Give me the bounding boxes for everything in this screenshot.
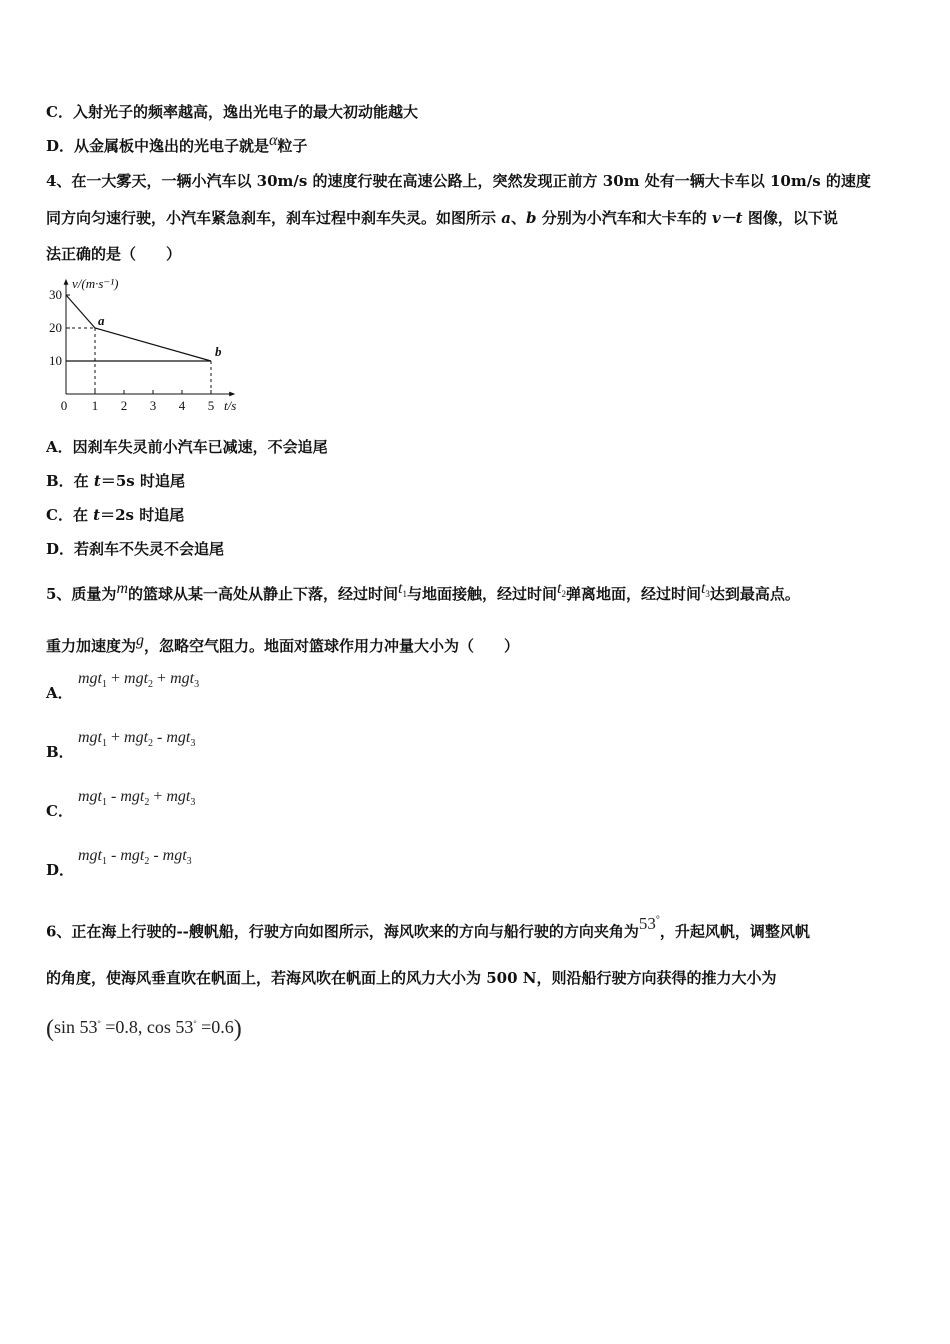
q6-formula: (sin 53° =0.8, cos 53° =0.6) [46, 1016, 242, 1042]
q5-option-formula: mgt$_1$ + mgt$_2$ - mgt$_3$ [78, 729, 196, 750]
x-tick-label: 2 [120, 398, 128, 413]
x-axis-label: t/s [224, 398, 237, 413]
q4-option-a: A．因刹车失灵前小汽车已减速，不会追尾 [46, 438, 328, 456]
q5-option-formula: mgt$_1$ + mgt$_2$ + mgt$_3$ [78, 670, 200, 691]
alpha-symbol: α [269, 132, 278, 149]
q5-stem-line2: 重力加速度为g，忽略空气阻力。地面对篮球作用力冲量大小为（ ） [46, 632, 520, 655]
q3-option-c: C．入射光子的频率越高，逸出光电子的最大初动能越大 [46, 103, 418, 121]
q4-stem-line1: 4、在一大雾天，一辆小汽车以 30m/s 的速度行驶在高速公路上，突然发现正前方 30m 处有一辆大卡车以 10m/s 的速度 [46, 172, 871, 190]
label-a: a [98, 313, 105, 328]
angle-value: 53° [638, 913, 660, 933]
q4-stem-line3: 法正确的是（ ） [46, 245, 182, 263]
q5-option-label: A． [46, 684, 73, 702]
t2-symbol: $t_2$ [556, 580, 566, 600]
q5-option-label: B． [46, 743, 74, 761]
label-b: b [215, 344, 222, 359]
q5-option-label: D． [46, 861, 75, 879]
t3-symbol: $t_3$ [700, 580, 710, 600]
series-a-line [66, 295, 211, 361]
q6-stem-line1: 6、正在海上行驶的--艘帆船，行驶方向如图所示，海风吹来的方向与船行驶的方向夹角为53°，升起风帆，调整风帆 [46, 913, 810, 941]
vt-graph [44, 272, 254, 418]
x-tick-label: 0 [60, 398, 68, 413]
q4-option-d: D．若刹车不失灵不会追尾 [46, 540, 225, 558]
q3-option-d: D．从金属板中逸出的光电子就是α粒子 [46, 132, 308, 155]
q4-option-b: B．在 t＝5s 时追尾 [46, 472, 185, 490]
q4-option-c: C．在 t＝2s 时追尾 [46, 506, 185, 524]
y-axis-label: v/(m·s⁻¹) [72, 276, 119, 291]
mass-symbol: m [116, 580, 128, 597]
q4-stem-line2: 同方向匀速行驶，小汽车紧急刹车，刹车过程中刹车失灵。如图所示 a、b 分别为小汽车和大卡车的 v－t 图像，以下说 [46, 209, 838, 227]
x-tick-label: 4 [178, 398, 186, 413]
q5-option-formula: mgt$_1$ - mgt$_2$ + mgt$_3$ [78, 788, 196, 809]
q5-stem-line1: 5、质量为m的篮球从某一高处从静止下落，经过时间$t_1$与地面接触，经过时间$t_2$弹离地面，经过时间$t_3$达到最高点。 [46, 580, 800, 603]
q5-option-label: C． [46, 802, 73, 820]
y-tick-label: 30 [49, 287, 62, 302]
y-tick-label: 20 [49, 320, 62, 335]
q5-option-formula: mgt$_1$ - mgt$_2$ - mgt$_3$ [78, 847, 192, 868]
x-tick-label: 5 [207, 398, 215, 413]
g-symbol: g [136, 632, 145, 649]
t1-symbol: $t_1$ [398, 580, 407, 600]
x-tick-label: 3 [149, 398, 157, 413]
y-tick-label: 10 [49, 353, 62, 368]
q6-stem-line2: 的角度，使海风垂直吹在帆面上，若海风吹在帆面上的风力大小为 500 N，则沿船行驶方向获得的推力大小为 [46, 969, 777, 987]
x-tick-label: 1 [91, 398, 99, 413]
